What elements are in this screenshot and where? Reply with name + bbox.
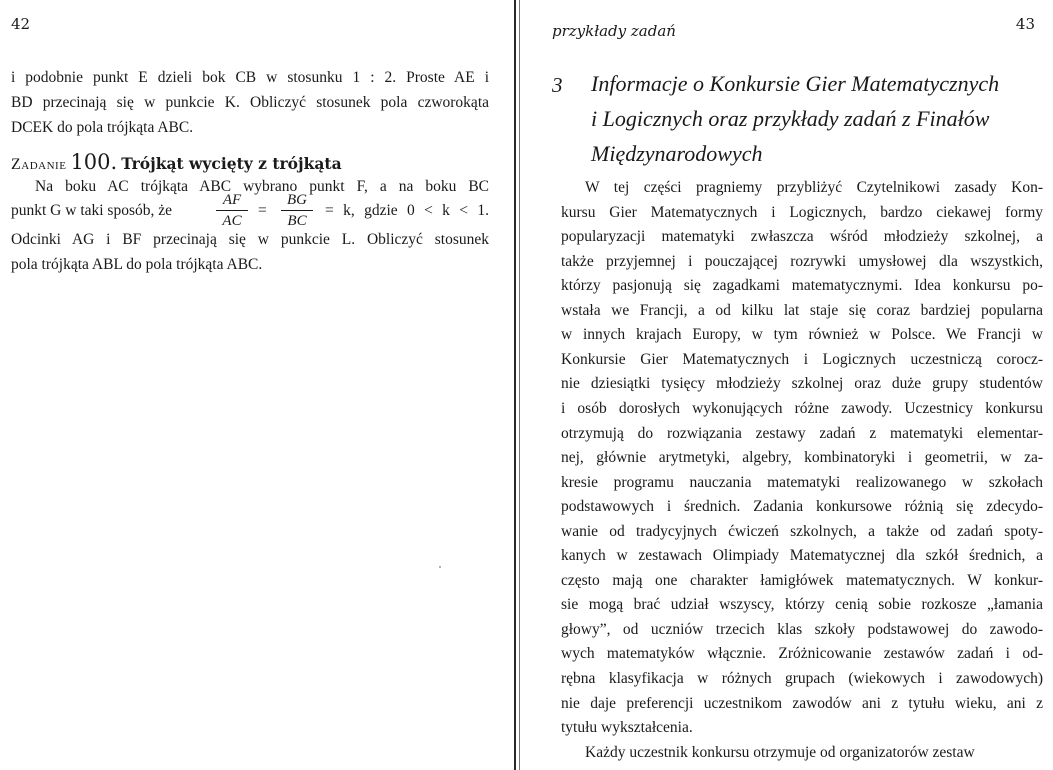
fraction-af-ac [216,190,248,231]
body-text-line: wanie od tradycyjnych ćwiczeń szkolnych, a także od zadań spoty- [561,522,1043,540]
body-text-line: Każdy uczestnik konkursu otrzymuje od organizatorów zestaw [585,743,975,761]
body-text-line: nie daje preferencji uczestnikom zawodów ani z tytułu wieku, ani z [561,694,1043,712]
fraction-denominator: AC [216,210,248,231]
equals-sign: = [258,202,267,219]
body-text-line: rębna klasyfikacja w różnych grupach (wiekowych i zawodowych) [561,670,1043,687]
body-text-line: sie mogą brać udział wszyscy, którzy cenią sobie rozkosze „łamania [561,596,1043,614]
fraction-line-prefix: punkt G w taki sposób, że [11,202,173,219]
body-text-line: wych matematyków włącznie. Zróżnicowanie zestawów zadań i od- [561,645,1043,663]
left-page [0,0,515,770]
fraction-line [11,192,489,230]
fraction-bg-bc [281,190,313,231]
body-text-line: w innych krajach Europy, w tym również w Polsce. We Francji w [561,326,1043,344]
fraction-denominator: BC [281,210,313,231]
text-line: BD przecinają się w punkcie K. Obliczyć stosunek pola czworokąta [11,94,489,111]
section-title-line: Informacje o Konkursie Gier Matematycznych [591,71,1000,96]
fraction-line-suffix: = k, gdzie 0 < k < 1. [325,202,489,219]
task-text-line: pola trójkąta ABL do pola trójkąta ABC. [11,256,263,273]
fraction-numerator: BG [287,192,307,208]
task-title: Trójkąt wycięty z trójkąta [121,154,342,173]
body-text-line: kanych w zestawach Olimpiady Matematycznej dla szkół średnich, a [561,547,1043,565]
body-text-line: otrzymują do rozwiązania zestawy zadań z matematyki elementar- [561,424,1043,442]
fraction-numerator: AF [222,192,242,208]
print-speck [439,566,441,568]
body-text-line: często mają one charakter łamigłówek matematycznych. W konkur- [561,571,1043,589]
body-text-line: nie dziesiątki tysięcy młodzieży szkolnej oraz duże grupy studentów [561,375,1043,393]
body-text-line: którzy pasjonują się zagadkami matematycznymi. Idea konkursu po- [561,277,1043,295]
page-number-left: 42 [11,15,31,33]
body-text-line: kursu Gier Matematycznych i Logicznych, bardzo ciekawej formy [561,203,1043,221]
section-title-line: Międzynarodowych [591,141,763,166]
section-title [591,66,1051,171]
gutter-line [519,0,520,770]
task-number: 100. [70,150,118,174]
body-text-line: W tej części pragniemy przybliżyć Czytelnikowi zasady Kon- [585,179,1043,196]
body-text-line: głowy”, od uczniów trzecich klas szkoły podstawowej do zawodo- [561,620,1043,638]
running-head: przykłady zadań [552,22,676,40]
task-label: Zadanie [11,156,67,173]
body-text-line: popularyzacji matematyki zwłaszcza wśród młodzieży szkolnej, a [561,228,1043,246]
body-text-line: nej, głównie arytmetyki, algebry, kombinatoryki i geometrii, w za- [561,449,1043,467]
body-text-line: wstała we Francji, a od kilku lat staje się coraz bardziej popularna [561,301,1043,319]
task-heading [11,150,342,174]
section-title-line: i Logicznych oraz przykłady zadań z Finałów [591,106,990,131]
body-text-line: kresie programu nauczania matematyki realizowanego w szkołach [561,473,1043,491]
gutter-line [514,0,516,770]
task-text-line: Odcinki AG i BF przecinają się w punkcie L. Obliczyć stosunek [11,231,489,248]
body-text-line: także przyjemnej i pouczającej rozrywki umysłowej dla wszystkich, [561,252,1043,270]
text-line: i podobnie punkt E dzieli bok CB w stosunku 1 : 2. Proste AE i [11,69,489,86]
right-page [522,0,1053,770]
task-text-line: Na boku AC trójkąta ABC wybrano punkt F, a na boku BC [35,178,489,195]
body-text-line: i osób dorosłych wykonujących różne zawody. Uczestnicy konkursu [561,399,1043,417]
text-line: DCEK do pola trójkąta ABC. [11,119,194,136]
page-number-right: 43 [1015,15,1035,33]
body-text-line: Konkursie Gier Matematycznych i Logicznych uczestniczą corocz- [561,350,1043,368]
section-number: 3 [552,73,563,97]
body-text-line: podstawowych i średnich. Zadania konkursowe różnią się zdecydo- [561,498,1043,516]
body-text-line: tytułu wykształcenia. [561,719,693,737]
